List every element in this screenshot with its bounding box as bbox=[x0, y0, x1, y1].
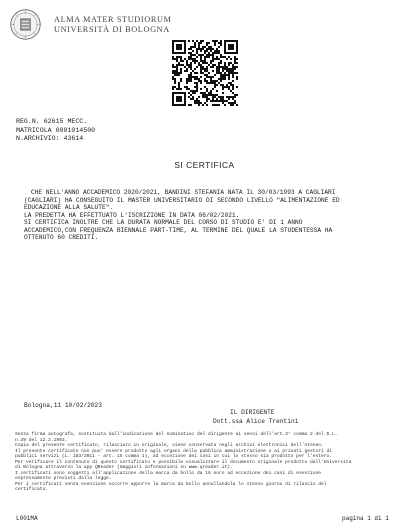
legal-note-line: Per verificare il contenuto di questo certificato e possibile visualizzare il documento originale prodotto dall'Universita bbox=[15, 459, 352, 465]
signatory-title: IL DIRIGENTE bbox=[230, 409, 275, 416]
legal-note-line: Senza firma autografa, sostituita dall'indicazione del nominativo del dirigente ai sensi dell'art.3° comma 2 del D.L. bbox=[15, 432, 338, 437]
body-line: LA PREDETTA HA EFFETTUATO L'ISCRIZIONE IN DATA 06/02/2021. bbox=[24, 211, 240, 219]
legal-note-line: n.39 del 12.2.1993. bbox=[15, 437, 68, 443]
legal-note-line: Copia del presente certificato, rilasciato in originale, viene conservata negli archivi elettronici dell'Ateneo. bbox=[15, 443, 324, 448]
body-line: OTTENUTO 60 CREDITI. bbox=[24, 234, 99, 241]
page-indicator: pagina 1 di 1 bbox=[342, 515, 389, 522]
legal-note-line: di Bologna attraverso la app QReader (maggiori informazioni su www.qreader.it). bbox=[15, 465, 233, 470]
signatory-name: Dott.ssa Alice Trentini bbox=[213, 418, 299, 425]
registry-number: REG.N. 62615 MECC. bbox=[16, 118, 88, 125]
archive-number: N.ARCHIVIO: 43614 bbox=[16, 135, 84, 142]
legal-note-line: certificato. bbox=[15, 487, 49, 492]
certificate-heading: SI CERTIFICA bbox=[174, 160, 235, 170]
university-name-line-2: UNIVERSITÀ DI BOLOGNA bbox=[54, 25, 170, 34]
university-seal-icon bbox=[10, 9, 41, 40]
matricola: MATRICOLA 0001014500 bbox=[16, 127, 96, 134]
legal-note-line: espressamente previsti dalla legge. bbox=[15, 476, 112, 481]
qr-code-icon bbox=[172, 40, 238, 106]
legal-note-line: Per i certificati senza esenzione occorre apporre la marca da bollo annullandola lo stesso giorno di rilascio del bbox=[15, 481, 327, 487]
document-code: L001MA bbox=[16, 515, 38, 522]
legal-note-line: I certificati sono soggetti all'applicazione della marca da bollo da 16 euro ad eccezione dei casi di esenzione bbox=[15, 470, 321, 476]
body-line: ACCADEMICO,CON FREQUENZA BIENNALE PART-TIME, AL TERMINE DEL QUALE LA STUDENTESSA HA bbox=[24, 226, 333, 234]
body-line: CHE NELL'ANNO ACCADEMICO 2020/2021, BANDINI STEFANIA NATA IL 30/03/1993 A CAGLIARI bbox=[31, 189, 336, 196]
legal-note-line: Il presente certificato non puo' essere prodotto agli organi della pubblica amministrazione o ai privati gestori di bbox=[15, 448, 333, 454]
place-and-date: Bologna,11 10/02/2023 bbox=[24, 402, 102, 409]
body-line: EDUCAZIONE ALLA SALUTE". bbox=[24, 204, 114, 211]
legal-note-line: pubblici servizi (L. 183/2011 - art. 15 comma 1), ad eccezione dei casi in cui lo stesso sia prodotto per l'estero. bbox=[15, 454, 333, 459]
university-name-line-1: ALMA MATER STUDIORUM bbox=[54, 15, 172, 24]
body-line: (CAGLIARI) HA CONSEGUITO IL MASTER UNIVERSITARIO DI SECONDO LIVELLO "ALIMENTAZIONE ED bbox=[24, 196, 340, 204]
body-line: SI CERTIFICA INOLTRE CHE LA DURATA NORMALE DEL CORSO DI STUDIO E' DI 1 ANNO bbox=[24, 219, 303, 226]
